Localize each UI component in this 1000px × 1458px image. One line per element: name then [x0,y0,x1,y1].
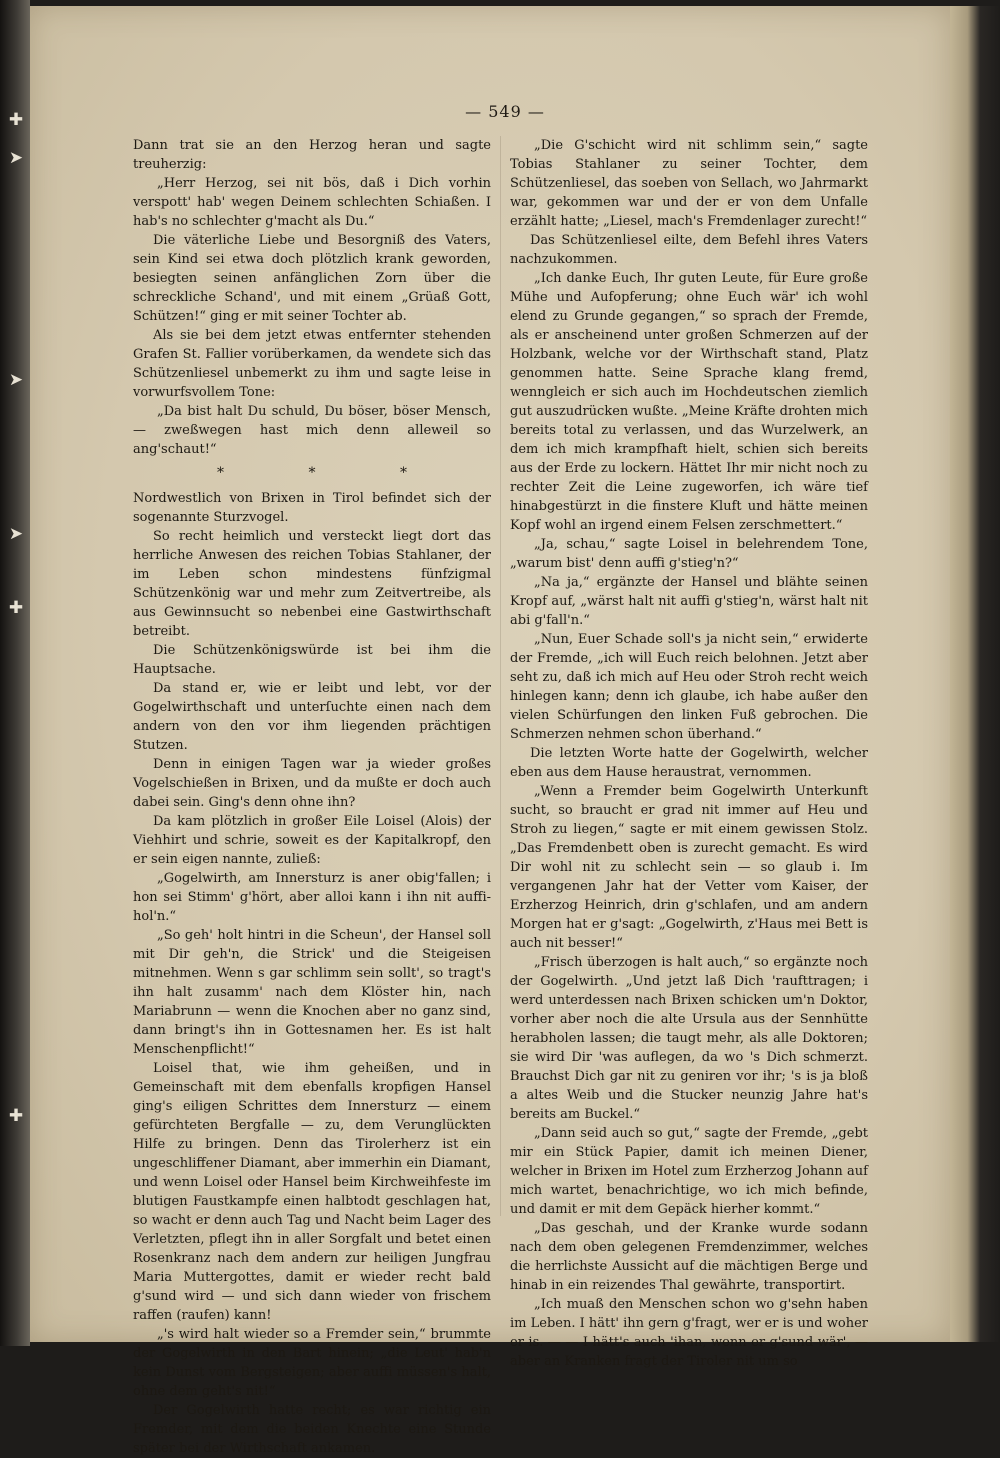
paragraph: Dann trat sie an den Herzog heran und sagte treuherzig: [133,138,491,172]
paragraph: „Nun, Euer Schade soll's ja nicht sein,“ erwiderte der Fremde, „ich will Euch reich belohnen. Jetzt aber seht zu, daß ich mich auf Heu oder Stroh recht weich hinlegen kann; denn ich glaube, ich habe außer den vielen Schürfungen den linken Fuß gebrochen. Die Schmerzen nehmen schon überhand.“ [510,632,868,742]
paragraph: „Herr Herzog, sei nit bös, daß i Dich vorhin verspott' hab' wegen Deinem schlechten Schiaßen. I hab's no schlechter g'macht als Du.“ [133,176,491,229]
right-column [510,136,868,1371]
paragraph: „Ich danke Euch, Ihr guten Leute, für Eure große Mühe und Aufopferung; ohne Euch wär' ich wohl elend zu Grunde gegangen,“ so sprach der Fremde, als er anscheinend unter großen Schmerzen auf der Holzbank, welche vor der Wirthschaft stand, Platz genommen hatte. Seine Sprache klang fremd, wenngleich er sich auch im Hochdeutschen ziemlich gut auszudrücken wußte. „Meine Kräfte drohten mich bereits total zu verlassen, und das Wurzelwerk, an dem ich mich krampfhaft hielt, schien sich bereits aus der Erde zu lockern. Hättet Ihr mir nicht noch zu rechter Zeit die Leine zugeworfen, ich wäre tief hinabgestürzt in die finstere Kluft und hätte meinen Kopf wohl an irgend einem Felsen zerschmettert.“ [510,271,868,533]
paragraph: „'s wird halt wieder so a Fremder sein,“ brummte der Gogelwirth in den Bart hinein; „die Leut' hab'n kein Dunst vom Bergsteigen; aber auffi müssen's halt, ohne dem geht's nit!“ [133,1327,491,1399]
paragraph: Der Gogelwirth hatte recht; es war richtig ein Fremder, mit dem die beiden Knechte eine Stunde später bei der Wirthschaft ankamen. [133,1403,491,1456]
paragraph: „Die G'schicht wird nit schlimm sein,“ sagte Tobias Stahlaner zu seiner Tochter, dem Schützenliesel, das soeben von Sellach, wo Jahrmarkt war, gekommen war und der er von dem Unfalle erzählt hatte; „Liesel, mach's Fremdenlager zurecht!“ [510,138,868,229]
paragraph: „Wenn a Fremder beim Gogelwirth Unterkunft sucht, so braucht er grad nit immer auf Heu und Stroh zu liegen,“ sagte er mit einem gewissen Stolz. „Das Fremdenbett oben is zurecht gemacht. Es wird Dir wohl nit zu schlecht sein — so glaub i. Im vergangenen Jahr hat der Vetter vom Kaiser, der Erzherzog Heinrich, drin g'schlafen, und am andern Morgen hat er g'sagt: „Gogelwirth, z'Haus mei Bett is auch nit besser!“ [510,784,868,951]
paragraph: Da kam plötzlich in großer Eile Loisel (Alois) der Viehhirt und schrie, soweit es der Kapitalkropf, den er sein eigen nannte, zuließ: [133,814,491,867]
binding-arrow-icon: ➤ [8,148,24,168]
paragraph: „Ich muaß den Menschen schon wo g'sehn haben im Leben. I hätt' ihn gern g'fragt, wer er is und woher er is. — — I hätt's auch 'ihan, wenn er g'sund wär', — aber an Kranken fragt der Tiroler nit um so [510,1297,868,1369]
paragraph: „Frisch überzogen is halt auch,“ so ergänzte noch der Gogelwirth. „Und jetzt laß Dich 'raufttragen; i werd unterdessen nach Brixen schicken um'n Doktor, vorher aber noch die alte Ursula aus der Sennhütte herabholen lassen; die taugt mehr, als alle Doktoren; sie wird Dir 'was auflegen, da wo 's Dich schmerzt. Brauchst Dich gar nit zu geniren vor ihr; 's is ja bloß a altes Weib und die Stucker neunzig Jahre hat's bereits am Buckel.“ [510,955,868,1122]
binding-cross-icon: ✚ [8,110,24,130]
binding-cross-icon: ✚ [8,1106,24,1126]
paragraph: Nordwestlich von Brixen in Tirol befindet sich der sogenannte Sturzvogel. [133,491,491,525]
page-fore-edge [950,6,1000,1342]
section-separator: * * * [217,465,447,481]
binding-arrow-icon: ➤ [8,524,24,544]
paragraph: „Da bist halt Du schuld, Du böser, böser Mensch, — zweßwegen hast mich denn alleweil so ang'schaut!“ [133,404,491,457]
paragraph: Die väterliche Liebe und Besorgniß des Vaters, sein Kind sei etwa doch plötzlich krank geworden, besiegten seinen anfänglichen Zorn über die schreckliche Schand', und mit einem „Grüaß Gott, Schützen!“ ging er mit seiner Tochter ab. [133,233,491,324]
page-number: — 549 — [465,102,545,121]
left-column [133,136,491,1458]
paragraph: „Das geschah, und der Kranke wurde sodann nach dem oben gelegenen Fremdenzimmer, welches die herrlichste Aussicht auf die mächtigen Berge und hinab in ein reizendes Thal gewährte, transportirt. [510,1221,868,1293]
previous-page-edge [0,0,30,1346]
binding-cross-icon: ✚ [8,598,24,618]
paragraph: Da stand er, wie er leibt und lebt, vor der Gogelwirthschaft und unterſuchte einen nach dem andern von den vor ihm liegenden prächtigen Stutzen. [133,681,491,753]
paragraph: So recht heimlich und versteckt liegt dort das herrliche Anwesen des reichen Tobias Stahlaner, der im Leben schon mindestens fünfzigmal Schützenkönig war und mehr zum Zeitvertreibe, als aus Gewinnsucht so nebenbei eine Gastwirthschaft betreibt. [133,529,491,639]
paragraph: Die Schützenkönigswürde ist bei ihm die Hauptsache. [133,643,491,677]
paragraph: Das Schützenliesel eilte, dem Befehl ihres Vaters nachzukommen. [510,233,868,267]
paragraph: Loisel that, wie ihm geheißen, und in Gemeinschaft mit dem ebenfalls kropfigen Hansel ging's eiligen Schrittes dem Innersturz — einem gefürchteten Bergfalle — zu, dem Verunglückten Hilfe zu bringen. Denn das Tirolerherz ist ein ungeschliffener Diamant, aber immerhin ein Diamant, und wenn Loisel oder Hansel beim Kirchweihfeste im blutigen Faustkampfe einen halbtodt geschlagen hat, so wacht er denn auch Tag und Nacht beim Lager des Verletzten, pflegt ihn in aller Sorgfalt und betet einen Rosenkranz nach dem andern zur heiligen Jungfrau Maria Muttergottes, damit er wieder recht bald g'sund wird — und sich dann wieder von frischem raffen (raufen) kann! [133,1061,491,1323]
binding-arrow-icon: ➤ [8,370,24,390]
paragraph: „Gogelwirth, am Innersturz is aner obig'fallen; i hon sei Stimm' g'hört, aber alloi kann i ihn nit auffi-hol'n.“ [133,871,491,924]
paragraph: „So geh' holt hintri in die Scheun', der Hansel soll mit Dir geh'n, die Strick' und die Steigeisen mitnehmen. Wenn s gar schlimm sein sollt', so tragt's ihn halt zusamm' nach dem Klöster hin, nach Mariabrunn — wenn die Knochen aber no ganz sind, dann bringt's ihn in Gottesnamen her. Es ist halt Menschenpflicht!“ [133,928,491,1057]
paragraph: Denn in einigen Tagen war ja wieder großes Vogelschießen in Brixen, und da mußte er doch auch dabei sein. Ging's denn ohne ihn? [133,757,491,810]
paragraph: Als sie bei dem jetzt etwas entfernter stehenden Grafen St. Fallier vorüberkamen, da wendete sich das Schützenliesel unbemerkt zu ihm und sagte leise in vorwurfsvollem Tone: [133,328,491,400]
paragraph: „Dann seid auch so gut,“ sagte der Fremde, „gebt mir ein Stück Papier, damit ich meinen Diener, welcher in Brixen im Hotel zum Erzherzog Johann auf mich wartet, benachrichtige, wo ich mich befinde, und damit er mit dem Gepäck hierher kommt.“ [510,1126,868,1217]
column-divider [500,136,501,1216]
paragraph: Die letzten Worte hatte der Gogelwirth, welcher eben aus dem Hause heraustrat, vernommen. [510,746,868,780]
paragraph: „Ja, schau,“ sagte Loisel in belehrendem Tone, „warum bist' denn auffi g'stieg'n?“ [510,537,868,571]
paragraph: „Na ja,“ ergänzte der Hansel und blähte seinen Kropf auf, „wärst halt nit auffi g'stieg'n, wärst halt nit abi g'fall'n.“ [510,575,868,628]
